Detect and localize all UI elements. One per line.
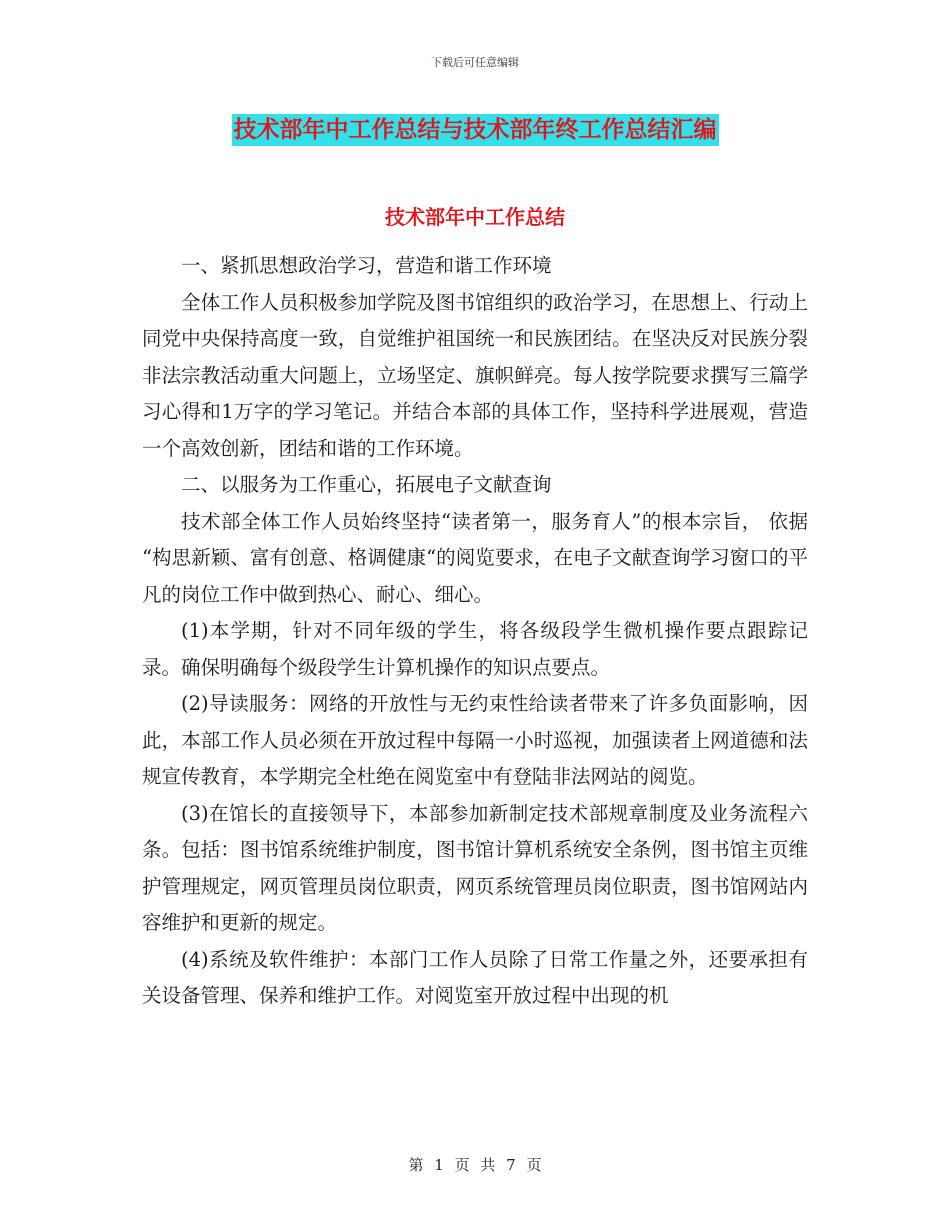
main-title-container — [0, 114, 950, 146]
list-item: (4)系统及软件维护：本部门工作人员除了日常工作量之外，还要承担有关设备管理、保养和维护工作。对阅览室开放过程中出现的机 — [142, 947, 808, 1007]
main-title: 技术部年中工作总结与技术部年终工作总结汇编 — [232, 114, 719, 146]
section-title: 技术部年中工作总结 — [385, 205, 565, 229]
heading-2: 二、以服务为工作重心，拓展电子文献查询 — [181, 473, 552, 496]
paragraph: 全体工作人员积极参加学院及图书馆组织的政治学习，在思想上、行动上同党中央保持高度一致，自觉维护祖国统一和民族团结。在坚决反对民族分裂非法宗教活动重大问题上，立场坚定、旗帜鲜亮。每人按学院要求撰写三篇学习心得和1万字的学习笔记。并结合本部的具体工作，坚持科学进展观，营造一个高效创新，团结和谐的工作环境。 — [142, 290, 808, 460]
paragraph: 技术部全体工作人员始终坚持“读者第一，服务育人”的根本宗旨， 依据 “构思新颖、富有创意、格调健康“的阅览要求，在电子文献查询学习窗口的平凡的岗位工作中做到热心、耐心、细心。 — [142, 509, 808, 606]
header-note: 下载后可任意编辑 — [431, 56, 519, 69]
list-item: (3)在馆长的直接领导下，本部参加新制定技术部规章制度及业务流程六条。包括：图书馆系统维护制度，图书馆计算机系统安全条例，图书馆主页维护管理规定，网页管理员岗位职责，网页系统管理员岗位职责，图书馆网站内容维护和更新的规定。 — [142, 801, 808, 934]
page-footer: 第 1 页 共 7 页 — [408, 1156, 542, 1174]
list-item: (1)本学期，针对不同年级的学生，将各级段学生微机操作要点跟踪记录。确保明确每个级段学生计算机操作的知识点要点。 — [142, 619, 808, 679]
list-item: (2)导读服务：网络的开放性与无约束性给读者带来了许多负面影响，因此，本部工作人员必须在开放过程中每隔一小时巡视，加强读者上网道德和法规宣传教育，本学期完全杜绝在阅览室中有登陆非法网站的阅览。 — [142, 692, 808, 788]
document-body — [142, 248, 808, 1015]
heading-1: 一、紧抓思想政治学习，营造和谐工作环境 — [181, 254, 552, 277]
